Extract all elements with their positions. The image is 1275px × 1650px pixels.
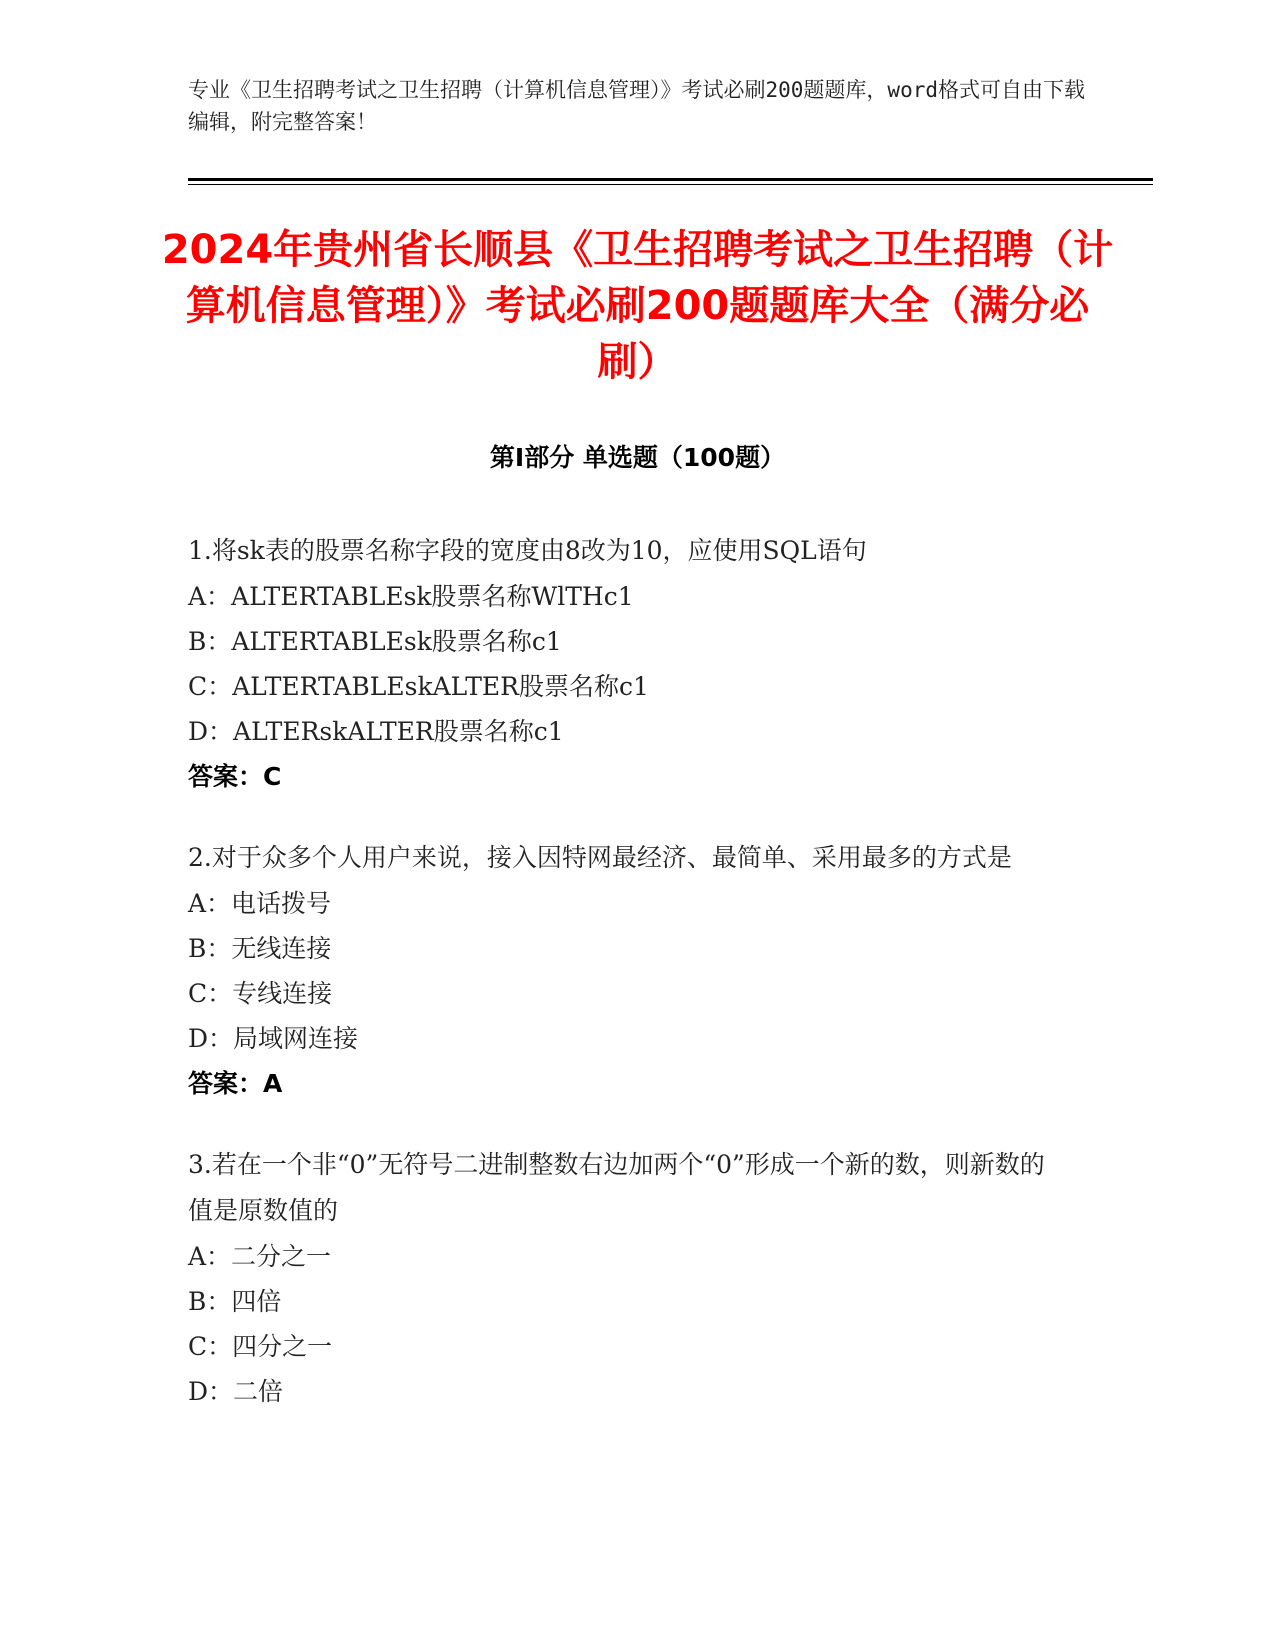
option-c: C：专线连接 <box>188 979 333 1008</box>
section-heading: 第Ⅰ部分 单选题（100题） <box>489 443 786 472</box>
option-c: C：ALTERTABLEskALTER股票名称c1 <box>188 672 649 701</box>
question-stem: 3.若在一个非“0”无符号二进制整数右边加两个“0”形成一个新的数，则新数的值是原数值的 <box>188 1150 1045 1225</box>
question-2 <box>188 835 1068 1106</box>
answer-line: 答案：A <box>188 1069 283 1098</box>
option-a: A：电话拨号 <box>188 889 332 918</box>
option-a: A：二分之一 <box>188 1242 332 1271</box>
option-a: A：ALTERTABLEsk股票名称WlTHc1 <box>188 582 634 611</box>
header-divider-thin <box>188 184 1153 185</box>
option-d: D：二倍 <box>188 1377 284 1406</box>
option-c: C：四分之一 <box>188 1332 333 1361</box>
option-d: D：局域网连接 <box>188 1024 359 1053</box>
question-1 <box>188 528 1068 799</box>
option-d: D：ALTERskALTER股票名称c1 <box>188 717 564 746</box>
option-b: B：ALTERTABLEsk股票名称c1 <box>188 627 562 656</box>
option-b: B：四倍 <box>188 1287 282 1316</box>
document-title: 2024年贵州省长顺县《卫生招聘考试之卫生招聘（计算机信息管理）》考试必刷200题题库大全（满分必刷） <box>161 227 1114 385</box>
option-b: B：无线连接 <box>188 934 332 963</box>
answer-line: 答案：C <box>188 762 282 791</box>
question-stem: 1.将sk表的股票名称字段的宽度由8改为10，应使用SQL语句 <box>188 536 867 565</box>
header-divider-thick <box>188 178 1153 181</box>
question-stem: 2.对于众多个人用户来说，接入因特网最经济、最简单、采用最多的方式是 <box>188 843 1012 872</box>
header-note: 专业《卫生招聘考试之卫生招聘（计算机信息管理）》考试必刷200题题库，word格式可自由下载编辑，附完整答案！ <box>188 78 1085 134</box>
question-list <box>188 528 1068 1450</box>
question-3 <box>188 1142 1068 1414</box>
